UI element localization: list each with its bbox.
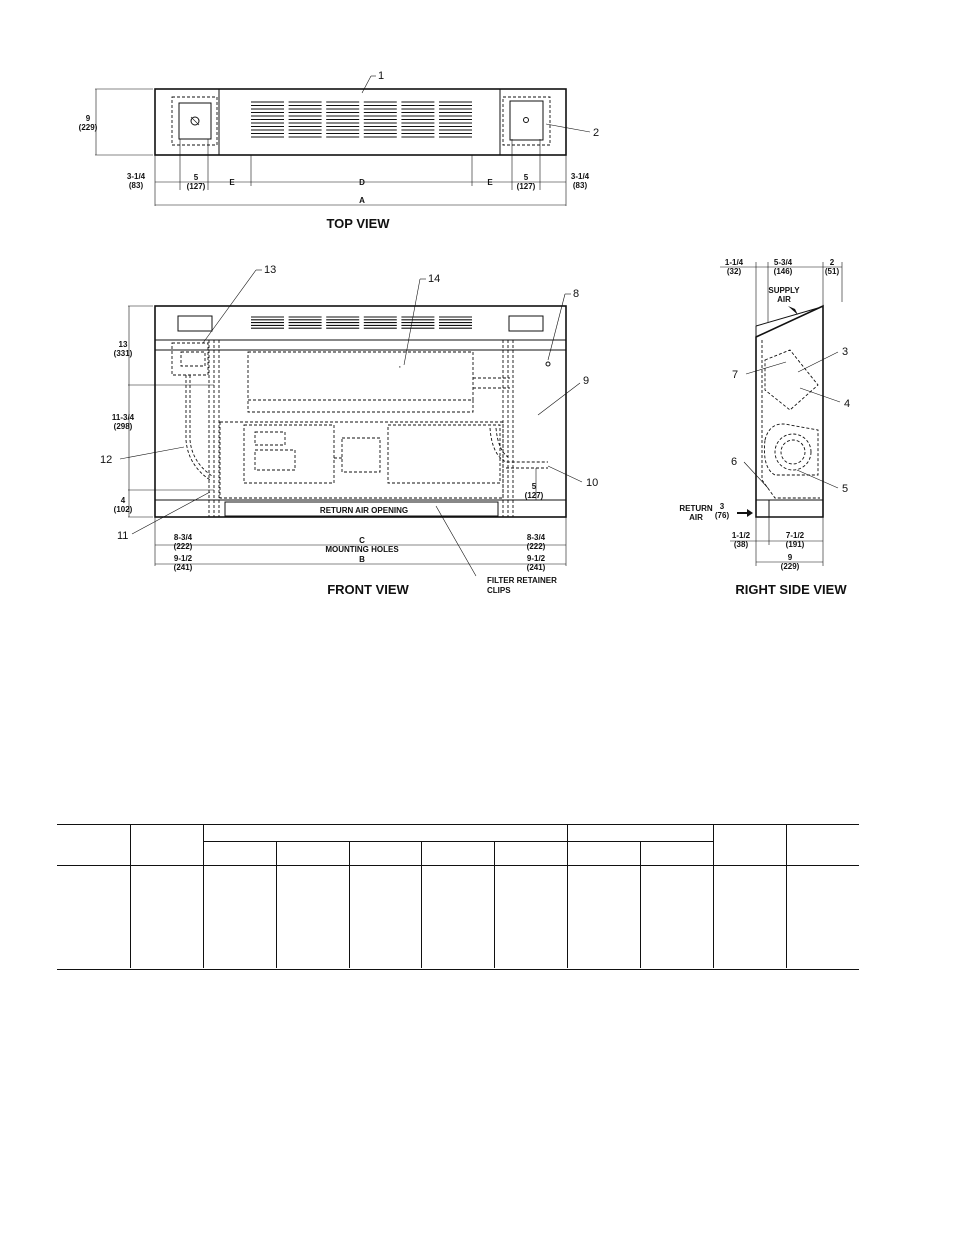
table-cell [57,866,130,969]
supply-air-arrow-icon [788,306,798,315]
title-top-view: TOP VIEW [326,216,390,231]
dim-side-t2: 5-3/4 [773,258,793,267]
dim-side-b2: 7-1/2 [785,531,805,540]
dim-side-b1-mm: (38) [733,540,749,549]
return-air-label: RETURN [679,504,713,513]
table-cell [640,842,713,866]
table-header-row [57,824,859,842]
dim-top-right: 3-1/4 [570,172,590,181]
dim-top-left: 3-1/4 [126,172,146,181]
dim-front-r834: 8-3/4 [526,533,546,542]
dim-a: A [359,196,365,205]
dim-top-height-mm: (229) [78,123,98,132]
title-side-view: RIGHT SIDE VIEW [735,582,847,597]
supply-air-label-2: AIR [777,295,791,304]
dim-e-right: E [487,178,493,187]
dim-side-t2-mm: (146) [773,267,793,276]
table-cell [276,842,349,866]
table-cell [786,866,859,969]
dim-side-r3: 3 [719,502,725,511]
supply-air-label: SUPPLY [768,286,800,295]
table-cell [640,866,713,969]
callout-4: 4 [844,398,851,410]
mounting-holes-label: MOUNTING HOLES [325,545,399,554]
table-cell [713,866,786,969]
table-cell [130,824,203,866]
table-cell [130,866,203,969]
table-cell [276,866,349,969]
table-cell [349,866,421,969]
dim-side-t1: 1-1/4 [724,258,744,267]
return-air-arrow-icon [737,509,753,517]
dim-top-height: 9 [85,114,91,123]
dim-front-l912: 9-1/2 [173,554,193,563]
return-air-opening-label: RETURN AIR OPENING [319,506,409,515]
table-cell [494,866,567,969]
callout-14: 14 [428,273,441,285]
dim-front-r834-mm: (222) [526,542,546,551]
dim-c: C [359,536,365,545]
side-view [679,258,850,597]
front-view [100,264,598,597]
dim-front-r912: 9-1/2 [526,554,546,563]
return-air-label-2: AIR [689,513,703,522]
callout-5: 5 [842,483,849,495]
callout-10: 10 [586,477,599,489]
dim-side-b2-mm: (191) [785,540,805,549]
table-cell [713,824,786,866]
dim-top-left-mm: (83) [128,181,144,190]
dim-top-box-right-mm: (127) [516,182,536,191]
dim-side-t3-mm: (51) [824,267,840,276]
callout-1: 1 [378,70,385,82]
dim-d: D [359,178,365,187]
dim-front-1134-mm: (298) [113,422,133,431]
dim-front-r912-mm: (241) [526,563,546,572]
table-cell [567,842,640,866]
dim-front-r5-mm: (127) [524,491,544,500]
filter-clips-label: CLIPS [487,586,511,595]
front-grille [251,317,472,328]
table-cell [203,842,276,866]
switch-icon [524,118,529,123]
dim-top-box-left: 5 [193,173,199,182]
filter-retainer-label: FILTER RETAINER [487,576,557,585]
dim-front-l912-mm: (241) [173,563,193,572]
dim-side-b3: 9 [787,553,793,562]
dim-b: B [359,555,365,564]
table-cell [494,842,567,866]
dim-e-left: E [229,178,235,187]
table-bottom-rule [57,969,859,970]
dim-front-r5: 5 [531,482,537,491]
callout-2: 2 [593,127,600,139]
table-cell [57,824,130,866]
dim-top-box-left-mm: (127) [186,182,206,191]
coil-dot: · [398,361,402,373]
dim-side-r3-mm: (76) [714,511,730,520]
dim-front-1134: 11-3/4 [111,413,135,422]
dim-side-t1-mm: (32) [726,267,742,276]
table-cell [203,866,276,969]
dim-top-box-right: 5 [523,173,529,182]
callout-6: 6 [731,456,738,468]
callout-13: 13 [264,264,277,276]
table-cell [567,866,640,969]
top-view [79,70,599,231]
callout-12: 12 [100,454,113,466]
callout-8: 8 [573,288,580,300]
table-cell [786,824,859,866]
callout-7: 7 [732,369,739,381]
table-cell [567,824,713,842]
table-cell [421,842,494,866]
dim-front-13-mm: (331) [113,349,133,358]
supply-grille [251,102,472,137]
dim-front-4-mm: (102) [113,505,133,514]
dim-side-t3: 2 [829,258,835,267]
dim-top-right-mm: (83) [572,181,588,190]
dim-front-l834-mm: (222) [173,542,193,551]
dim-side-b1: 1-1/2 [731,531,751,540]
table-cell [203,824,567,842]
dimension-table [57,824,859,968]
table-cell [421,866,494,969]
dim-front-4: 4 [120,496,126,505]
dim-front-l834: 8-3/4 [173,533,193,542]
dim-side-b3-mm: (229) [780,562,800,571]
dim-front-13: 13 [118,340,128,349]
table-cell [349,842,421,866]
title-front-view: FRONT VIEW [327,582,409,597]
callout-9: 9 [583,375,590,387]
mounting-hole-icon [546,362,550,366]
callout-3: 3 [842,346,849,358]
callout-11: 11 [117,530,129,542]
table-row [57,866,859,969]
